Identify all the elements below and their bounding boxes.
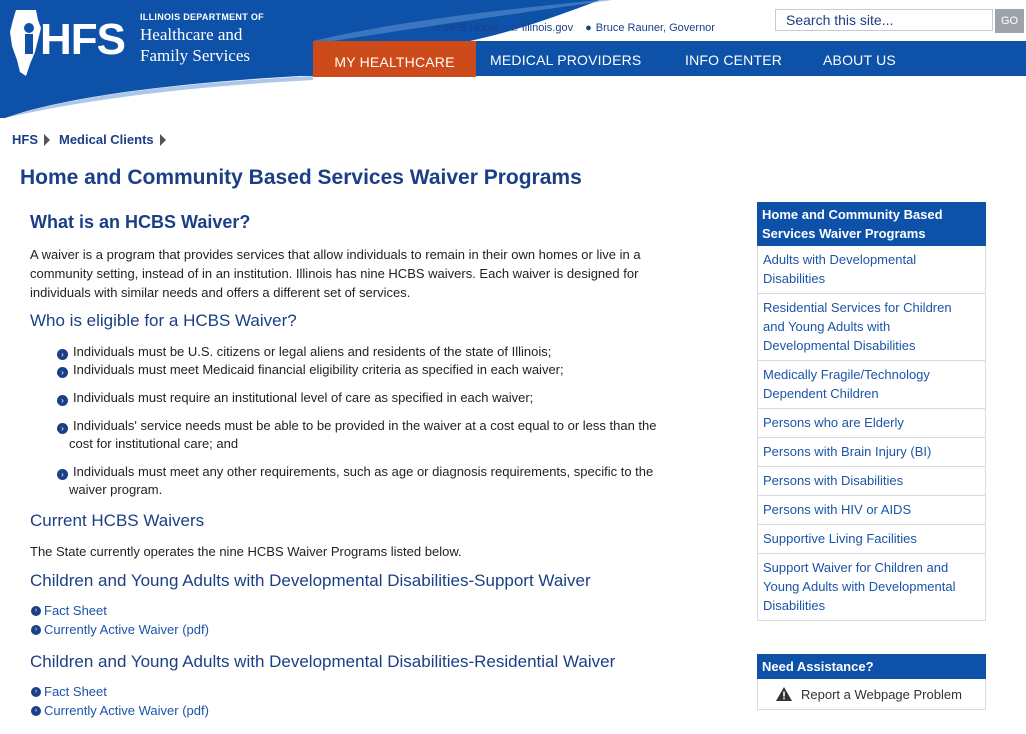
search-input[interactable] [775, 9, 993, 31]
bullet-icon: › [57, 349, 68, 360]
bullet-icon: › [57, 469, 68, 480]
waiver-title: Children and Young Adults with Developmental Disabilities-Residential Waiver [30, 652, 616, 671]
left-accent-bar [0, 0, 5, 118]
what-is-line: A waiver is a program that provides services that allow individuals to remain in their own homes or live in a [30, 247, 641, 262]
governor-label: Bruce Rauner, Governor [595, 22, 715, 34]
hfs-logo[interactable] [8, 6, 298, 86]
link-arrow-icon: › [31, 606, 41, 616]
nav-info-center[interactable]: INFO CENTER [685, 52, 783, 68]
bullet-text: Individuals must be U.S. citizens or legal aliens and residents of the state of Illinois; [73, 344, 552, 359]
logo-name-line1: Healthcare and [140, 25, 243, 44]
bullet-text: Individuals must meet Medicaid financial eligibility criteria as specified in each waiver; [73, 362, 564, 377]
sidebar-item-label: Medically Fragile/Technology [763, 367, 930, 382]
page-title: Home and Community Based Services Waiver Programs [20, 166, 582, 189]
breadcrumb-hfs[interactable]: HFS [12, 132, 38, 147]
home-icon: ⌂ [434, 22, 441, 34]
sidebar-item-hiv-aids[interactable] [757, 496, 986, 525]
sidebar-item-label: Disabilities [763, 598, 826, 613]
bullet-text: Individuals must require an institutional level of care as specified in each waiver; [73, 390, 534, 405]
hfs-home-link[interactable] [434, 22, 499, 34]
utility-links [434, 20, 727, 36]
what-is-heading: What is an HCBS Waiver? [30, 212, 251, 232]
sidebar-item-label: and Young Adults with [763, 319, 891, 334]
sidebar-item-label: Adults with Developmental [763, 252, 917, 267]
sidebar-heading-line: Services Waiver Programs [762, 226, 926, 241]
link-arrow-icon: › [31, 706, 41, 716]
bullet-icon: › [57, 367, 68, 378]
link-arrow-icon: › [31, 625, 41, 635]
nav-about-us[interactable]: ABOUT US [823, 52, 896, 68]
hfs-home-label: HFS Home [444, 22, 500, 34]
active-waiver-link[interactable] [31, 622, 209, 637]
sidebar [757, 202, 986, 621]
list-item [57, 463, 737, 499]
bullet-text: Individuals' service needs must be able to be provided in the waiver at a cost equal to or less than the [73, 418, 657, 433]
bullet-text-cont: waiver program. [69, 482, 163, 497]
list-item [57, 417, 737, 453]
sidebar-item-medically-fragile[interactable] [757, 361, 986, 409]
need-assistance-heading: Need Assistance? [757, 654, 986, 679]
fact-sheet-link[interactable] [31, 603, 107, 618]
main-nav [313, 41, 1026, 76]
active-waiver-link[interactable] [31, 703, 209, 718]
sidebar-item-supportive-living[interactable] [757, 525, 986, 554]
sidebar-item-label: Young Adults with Developmental [763, 579, 956, 594]
report-problem-link[interactable] [757, 679, 986, 710]
breadcrumb-arrow-icon [44, 134, 50, 146]
sidebar-item-disabilities[interactable] [757, 467, 986, 496]
search-go-button[interactable]: GO [995, 9, 1024, 33]
breadcrumb-medical-clients[interactable]: Medical Clients [59, 132, 154, 147]
sidebar-item-label: Persons who are Elderly [763, 415, 904, 430]
warning-icon [776, 687, 792, 701]
sidebar-item-label: Developmental Disabilities [763, 338, 916, 353]
current-waivers-text: The State currently operates the nine HCBS Waiver Programs listed below. [30, 544, 462, 559]
governor-link[interactable] [585, 22, 715, 34]
logo-name-line2: Family Services [140, 46, 251, 65]
active-waiver-label: Currently Active Waiver (pdf) [44, 703, 209, 718]
what-is-line: community setting, instead of in an institution. Illinois has nine HCBS waivers. Each waiver is designed for [30, 266, 639, 281]
nav-my-healthcare[interactable]: MY HEALTHCARE [313, 41, 476, 77]
logo-dept: ILLINOIS DEPARTMENT OF [140, 12, 264, 22]
breadcrumb [12, 132, 175, 147]
sidebar-item-label: Support Waiver for Children and [763, 560, 949, 575]
sidebar-item-label: Disabilities [763, 271, 826, 286]
sidebar-item-residential-children[interactable] [757, 294, 986, 361]
sidebar-item-label: Persons with Disabilities [763, 473, 904, 488]
list-item [57, 343, 737, 361]
list-item [57, 389, 737, 407]
logo-initials: HFS [40, 15, 125, 64]
what-is-text [30, 245, 641, 302]
illinois-state-icon [8, 6, 138, 84]
waiver-title: Children and Young Adults with Developmental Disabilities-Support Waiver [30, 571, 591, 590]
who-eligible-heading: Who is eligible for a HCBS Waiver? [30, 311, 297, 330]
illinois-gov-label: Illinois.gov [521, 22, 574, 34]
illinois-gov-link[interactable] [511, 22, 573, 34]
sidebar-item-label: Persons with Brain Injury (BI) [763, 444, 932, 459]
site-header [0, 0, 1026, 118]
sidebar-item-support-waiver[interactable] [757, 554, 986, 621]
bullet-icon: › [57, 395, 68, 406]
site-search [775, 9, 1024, 33]
sidebar-heading [757, 202, 986, 246]
person-icon: ● [585, 22, 592, 34]
fact-sheet-label: Fact Sheet [44, 603, 107, 618]
sidebar-item-brain-injury[interactable] [757, 438, 986, 467]
current-waivers-heading: Current HCBS Waivers [30, 511, 205, 530]
what-is-line: individuals with similar needs and offers a different set of services. [30, 285, 411, 300]
sidebar-item-label: Persons with HIV or AIDS [763, 502, 912, 517]
bullet-text-cont: cost for institutional care; and [69, 436, 239, 451]
sidebar-item-label: Supportive Living Facilities [763, 531, 917, 546]
sidebar-item-label: Residential Services for Children [763, 300, 952, 315]
link-arrow-icon: › [31, 687, 41, 697]
active-waiver-label: Currently Active Waiver (pdf) [44, 622, 209, 637]
sidebar-item-adults-dd[interactable] [757, 246, 986, 294]
bullet-text: Individuals must meet any other requirements, such as age or diagnosis requirements, specific to the [73, 464, 654, 479]
sidebar-heading-line: Home and Community Based [762, 207, 943, 222]
breadcrumb-arrow-icon [160, 134, 166, 146]
list-item [57, 361, 737, 379]
capitol-icon: ⌂ [511, 22, 518, 34]
sidebar-item-label: Dependent Children [763, 386, 879, 401]
sidebar-item-elderly[interactable] [757, 409, 986, 438]
report-problem-label: Report a Webpage Problem [801, 686, 962, 702]
fact-sheet-link[interactable] [31, 684, 107, 699]
need-assistance-box [757, 654, 986, 710]
fact-sheet-label: Fact Sheet [44, 684, 107, 699]
nav-medical-providers[interactable]: MEDICAL PROVIDERS [490, 52, 642, 68]
bullet-icon: › [57, 423, 68, 434]
